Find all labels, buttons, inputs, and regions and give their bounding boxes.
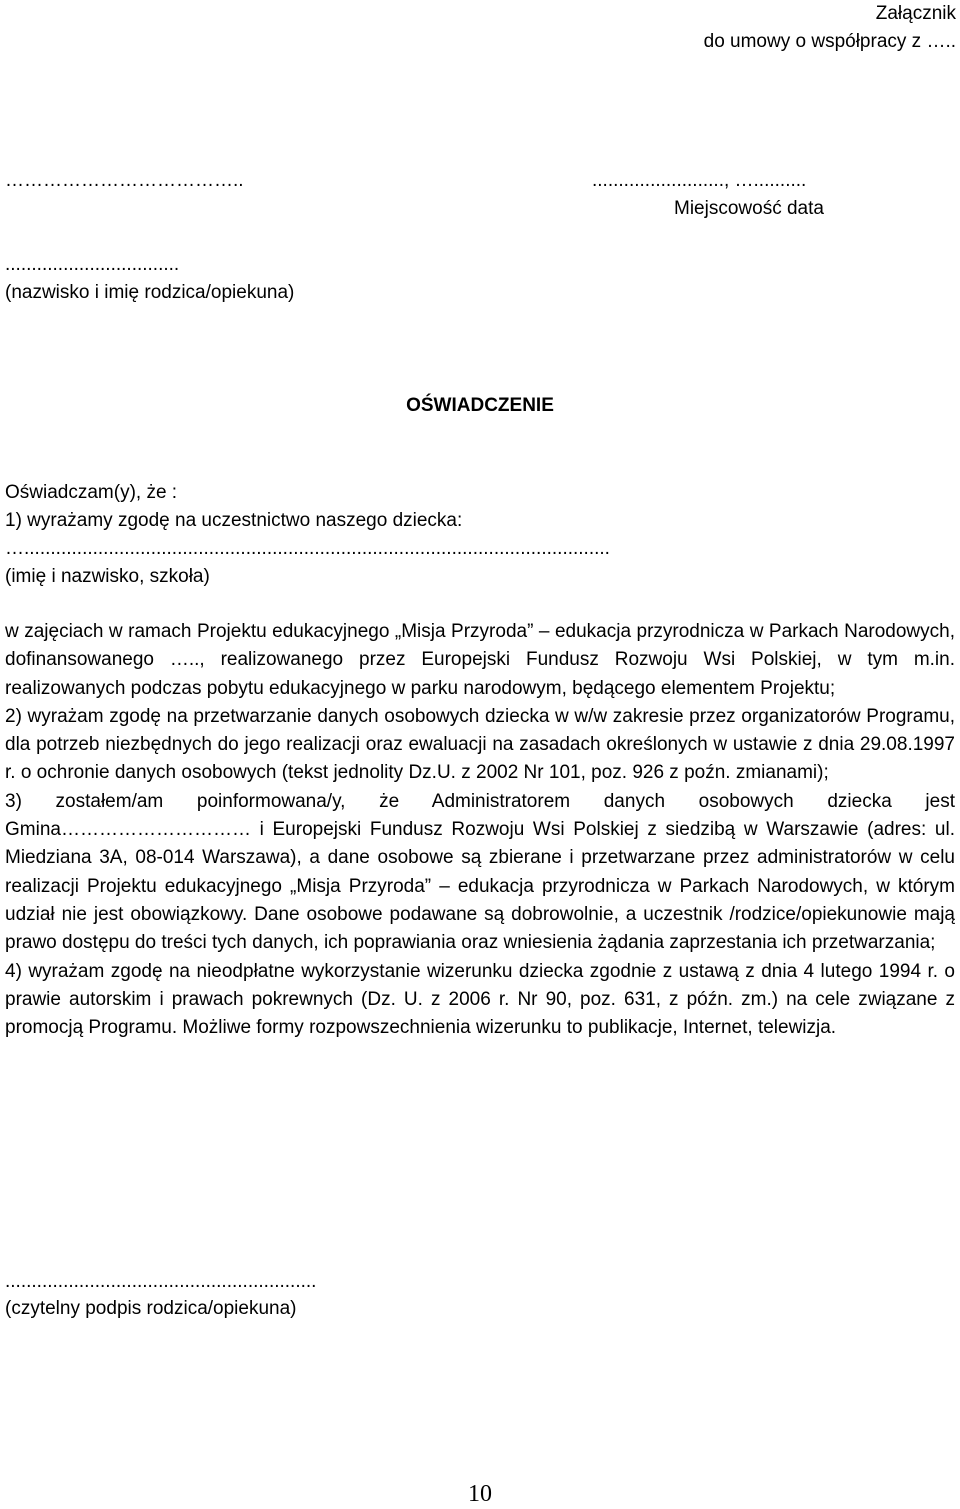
page-number: 10 xyxy=(468,1481,492,1507)
place-date-label: Miejscowość data xyxy=(674,198,824,219)
child-name-dots: …............................................................................................................... xyxy=(5,538,610,559)
consent-paragraph-3: 3) zostałem/am poinformowana/y, że Administratorem danych osobowych dziecka jest Gmina………………………… i Europejski Fundusz Rozwoju Wsi Polskiej z siedzibą w Warszawie (adres: ul. Miedziana 3A, 08-014 Warszawa), a dane osobowe są zbierane i przetwarzane przez administratorów w celu realizacji Projektu edukacyjnego „Misja Przyroda” – edukacja przyrodnicza w Parkach Narodowych, w którym udział nie jest obowiązkowy. Dane osobowe podawane są dobrowolnie, a uczestnik /rodzice/opiekunowie mają prawo dostępu do treści tych danych, ich poprawiania oraz wniesienia żądania zaprzestania ich przetwarzania; xyxy=(5,790,955,954)
consent-paragraph-2: 2) wyrażam zgodę na przetwarzanie danych osobowych dziecka w w/w zakresie przez organizatorów Programu, dla potrzeb niezbędnych do jego realizacji oraz ewaluacji na zasadach określonych w ustawie z dnia 29.08.1997 r. o ochronie danych osobowych (tekst jednolity Dz.U. z 2002 Nr 101, poz. 926 z poźn. zmianami); xyxy=(5,705,955,784)
parent-name-dots: ................................. xyxy=(5,254,180,275)
left-dots-line: ……………………………….. xyxy=(5,170,244,191)
consent-paragraph-4: 4) wyrażam zgodę na nieodpłatne wykorzystanie wizerunku dziecka zgodnie z ustawą z dnia 4 lutego 1994 r. o prawie autorskim i prawach pokrewnych (Dz. U. z 2006 r. Nr 90, poz. 631, z późn. zm.) na cele związane z promocją Programu. Możliwe formy rozpowszechnienia wizerunku to publikacje, Internet, telewizja. xyxy=(5,960,955,1039)
annex-label: Załącznik xyxy=(875,3,956,24)
consent-item-1-intro: 1) wyrażamy zgodę na uczestnictwo naszego dziecka: xyxy=(5,510,463,531)
child-name-label: (imię i nazwisko, szkoła) xyxy=(5,566,210,587)
place-date-dots: ........................., ….......... xyxy=(592,170,807,191)
consent-body xyxy=(5,618,955,1042)
signature-dots: ........................................................... xyxy=(5,1271,317,1292)
document-title: OŚWIADCZENIE xyxy=(406,395,554,416)
parent-name-label: (nazwisko i imię rodzica/opiekuna) xyxy=(5,282,295,303)
annex-agreement-line: do umowy o współpracy z ….. xyxy=(703,31,956,52)
consent-paragraph-1: w zajęciach w ramach Projektu edukacyjnego „Misja Przyroda” – edukacja przyrodnicza w Parkach Narodowych, dofinansowanego ….., realizowanego przez Europejski Fundusz Rozwoju Wsi Polskiej, w tym m.in. realizowanych podczas pobytu edukacyjnego w parku narodowym, będącego elementem Projektu; xyxy=(5,621,955,699)
declaration-intro: Oświadczam(y), że : xyxy=(5,482,178,503)
signature-label: (czytelny podpis rodzica/opiekuna) xyxy=(5,1298,297,1319)
